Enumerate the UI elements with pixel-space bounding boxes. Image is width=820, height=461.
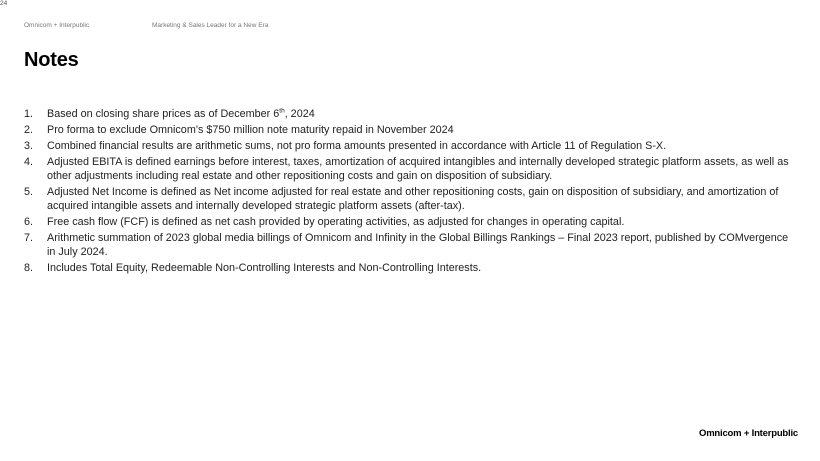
page-title: Notes — [24, 49, 79, 71]
note-item — [22, 261, 792, 275]
company-logo: Omnicom + Interpublic — [699, 428, 798, 439]
notes-list — [22, 107, 792, 277]
note-number: 2. — [24, 124, 34, 136]
note-item — [22, 123, 792, 137]
note-item — [22, 107, 792, 121]
note-text: Includes Total Equity, Redeemable Non-Controlling Interests and Non-Controlling Interests. — [47, 262, 482, 274]
note-item — [22, 155, 792, 183]
note-text — [47, 107, 792, 121]
header-presentation-title: Marketing & Sales Leader for a New Era — [152, 22, 269, 29]
note-item — [22, 215, 792, 229]
note-text-end: , 2024 — [284, 108, 315, 120]
note-text: Free cash flow (FCF) is defined as net cash provided by operating activities, as adjusted for changes in operating capital. — [47, 216, 625, 228]
note-text-main: Based on closing share prices as of December 6 — [47, 108, 280, 120]
note-number: 8. — [24, 262, 34, 274]
note-number: 5. — [24, 186, 34, 198]
note-number: 3. — [24, 140, 34, 152]
note-text: Arithmetic summation of 2023 global media billings of Omnicom and Infinity in the Global Billings Rankings – Final 2023 report, published by COMvergence in July 2024. — [47, 232, 789, 258]
note-text: Pro forma to exclude Omnicom’s $750 million note maturity repaid in November 2024 — [47, 124, 454, 136]
note-number: 4. — [24, 156, 34, 168]
note-number: 7. — [24, 232, 34, 244]
note-item — [22, 231, 792, 259]
header-company-label: Omnicom + Interpublic — [24, 22, 90, 29]
page-number: 24 — [0, 0, 8, 7]
note-text: Combined financial results are arithmetic sums, not pro forma amounts presented in accordance with Article 11 of Regulation S-X. — [47, 140, 667, 152]
note-text: Adjusted EBITA is defined earnings before interest, taxes, amortization of acquired intangibles and internally developed strategic platform assets, as well as other adjustments including real estate and other repositioning costs and gain on disposition of subsidiary. — [47, 156, 789, 182]
note-superscript: th — [279, 107, 285, 115]
note-number: 6. — [24, 216, 34, 228]
note-number: 1. — [24, 108, 34, 120]
note-item — [22, 139, 792, 153]
note-text: Adjusted Net Income is defined as Net income adjusted for real estate and other repositioning costs, gain on disposition of subsidiary, and amortization of acquired intangible assets and internally developed strategic platform assets (after-tax). — [47, 186, 779, 212]
note-item — [22, 185, 792, 213]
